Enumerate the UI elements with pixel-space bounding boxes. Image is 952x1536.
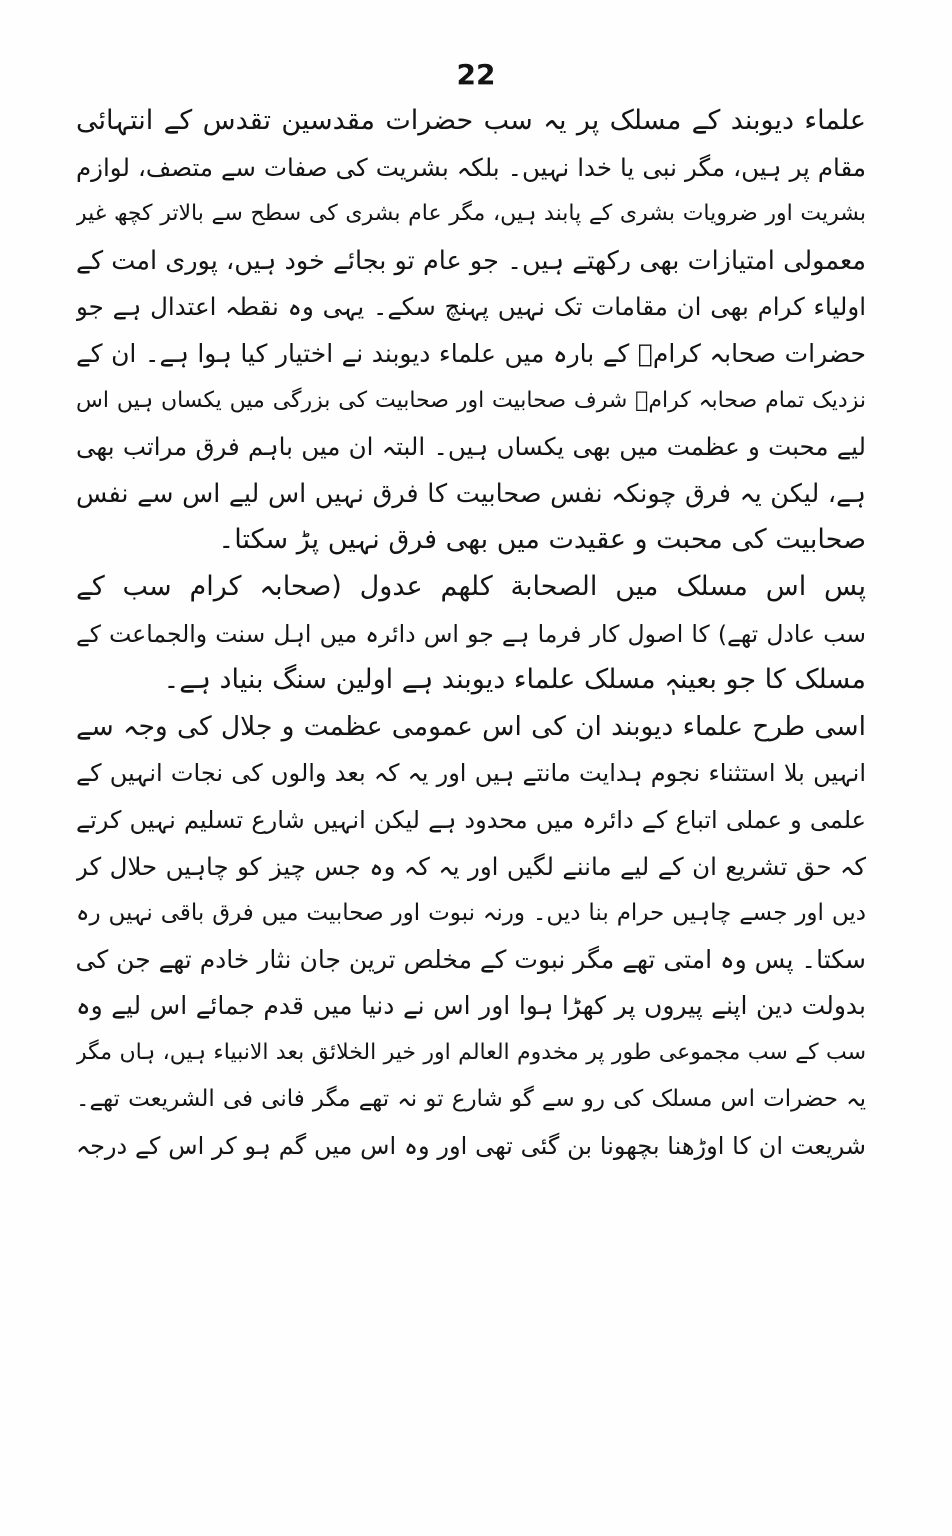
text-line: شریعت ان کا اوڑھنا بچھونا بن گئی تھی اور وہ اس میں گم ہو کر اس کے درجہ <box>76 1132 866 1161</box>
text-line: سب کے سب مجموعی طور پر مخدوم العالم اور خیر الخلائق بعد الانبیاء ہیں، ہاں مگر <box>76 1039 866 1065</box>
text-line: علمی و عملی اتباع کے دائرہ میں محدود ہے لیکن انہیں شارع تسلیم نہیں کرتے <box>76 805 866 834</box>
text-line: علماء دیوبند کے مسلک پر یہ سب حضرات مقدسین تقدس کے انتہائی <box>76 105 866 136</box>
text-line: سکتا۔ پس وہ امتی تھے مگر نبوت کے مخلص ترین جان نثار خادم تھے جن کی <box>76 944 866 974</box>
text-line: نزدیک تمام صحابہ کرامؓ شرف صحابیت اور صحابیت کی بزرگی میں یکساں ہیں اس <box>76 387 866 413</box>
text-line: کہ حق تشریع ان کے لیے ماننے لگیں اور یہ کہ وہ جس چیز کو چاہیں حلال کر <box>76 851 866 881</box>
page-body-text <box>76 98 866 1170</box>
text-line: پس اس مسلک میں الصحابة كلهم عدول (صحابہ کرام سب کے <box>76 570 866 602</box>
text-line: ہے، لیکن یہ فرق چونکہ نفس صحابیت کا فرق نہیں اس لیے اس سے نفس <box>76 478 866 509</box>
text-line: بدولت دین اپنے پیروں پر کھڑا ہوا اور اس نے دنیا میں قدم جمائے اس لیے وہ <box>76 991 866 1021</box>
text-line: اولیاء کرام بھی ان مقامات تک نہیں پہنچ سکے۔ یہی وہ نقطہ اعتدال ہے جو <box>76 292 866 322</box>
page-number: 22 <box>456 58 496 91</box>
text-line: انہیں بلا استثناء نجوم ہدایت مانتے ہیں اور یہ کہ بعد والوں کی نجات انہیں کے <box>76 759 866 788</box>
text-line: معمولی امتیازات بھی رکھتے ہیں۔ جو عام تو بجائے خود ہیں، پوری امت کے <box>76 245 866 276</box>
text-line: لیے محبت و عظمت میں بھی یکساں ہیں۔ البتہ ان میں باہم فرق مراتب بھی <box>76 432 866 462</box>
text-line: مسلک کا جو بعینہٖ مسلک علماء دیوبند ہے اولین سنگ بنیاد ہے۔ <box>163 664 866 696</box>
text-line: دیں اور جسے چاہیں حرام بنا دیں۔ ورنہ نبوت اور صحابیت میں فرق باقی نہیں رہ <box>76 900 866 927</box>
text-line: سب عادل تھے) کا اصول کار فرما ہے جو اس دائرہ میں اہل سنت والجماعت کے <box>76 619 866 648</box>
text-line: مقام پر ہیں، مگر نبی یا خدا نہیں۔ بلکہ بشریت کی صفات سے متصف، لوازم <box>76 152 866 182</box>
text-line: یہ حضرات اس مسلک کی رو سے گو شارع تو نہ تھے مگر فانی فی الشریعت تھے۔ <box>76 1086 866 1113</box>
text-line: حضرات صحابہ کرامؓ کے بارہ میں علماء دیوبند نے اختیار کیا ہوا ہے۔ ان کے <box>76 338 866 368</box>
text-line: بشریت اور ضرویات بشری کے پابند ہیں، مگر عام بشری کی سطح سے بالاتر کچھ غیر <box>76 201 866 227</box>
text-line: صحابیت کی محبت و عقیدت میں بھی فرق نہیں پڑ سکتا۔ <box>218 524 866 556</box>
text-line: اسی طرح علماء دیوبند ان کی اس عمومی عظمت و جلال کی وجہ سے <box>76 710 866 742</box>
